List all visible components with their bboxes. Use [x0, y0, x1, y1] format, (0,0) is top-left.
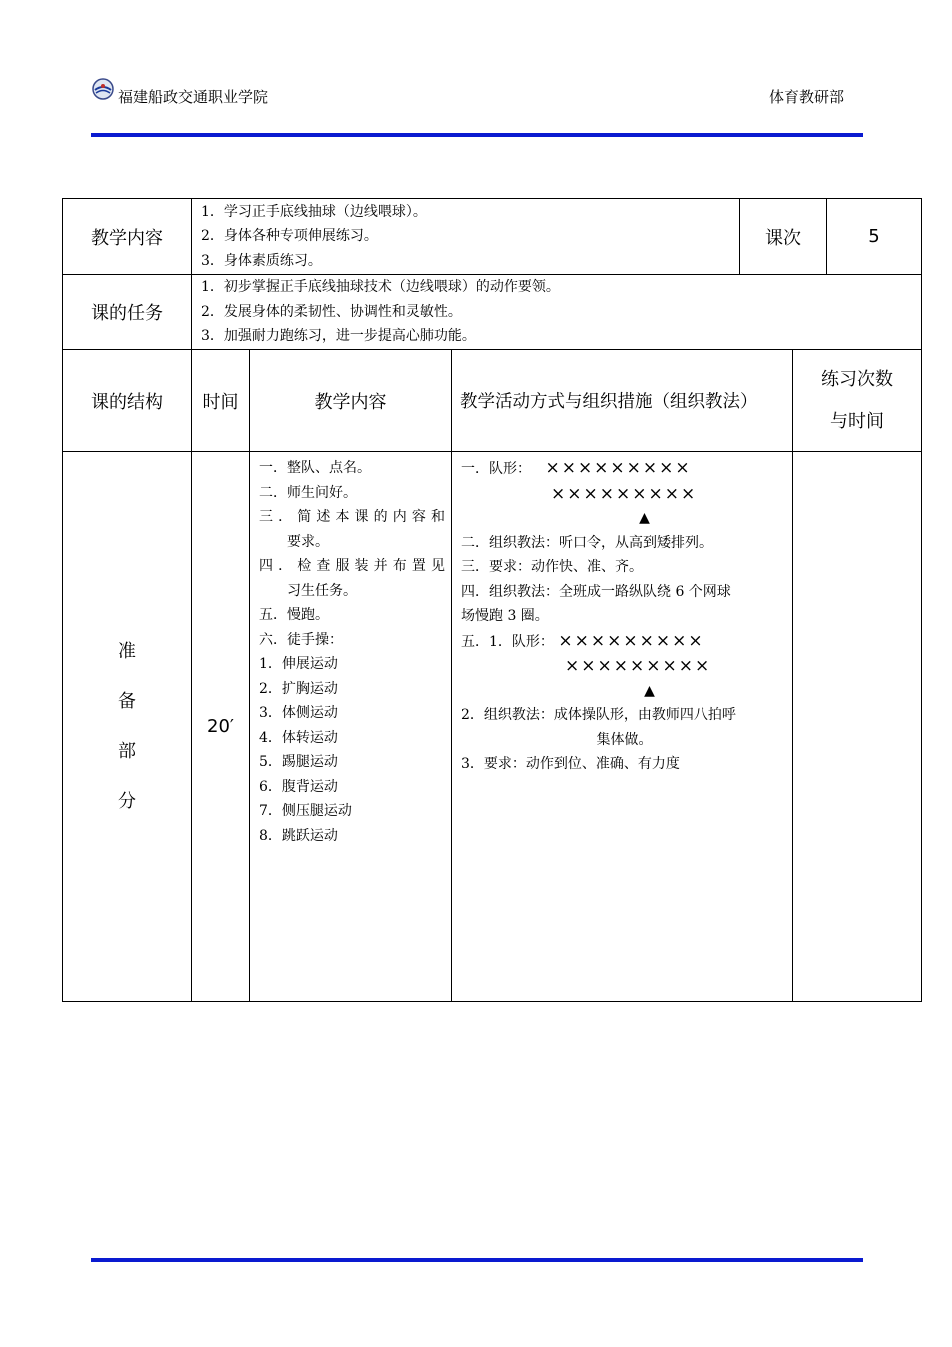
teaching-content-list — [192, 199, 740, 275]
list-item: 要求。 — [287, 533, 329, 550]
lesson-plan-table — [62, 198, 922, 1002]
list-item: 三．简述本课的内容和 — [259, 509, 445, 525]
list-item: 1．学习正手底线抽球（边线喂球）。 — [201, 203, 427, 220]
department-name: 体育教研部 — [768, 88, 844, 106]
row-lesson-task — [63, 275, 922, 350]
col-header-structure: 课的结构 — [63, 350, 192, 452]
lesson-task-label: 课的任务 — [63, 275, 192, 350]
list-item: 2．发展身体的柔韧性、协调性和灵敏性。 — [201, 303, 462, 320]
preparation-label — [63, 452, 192, 1002]
student-row: ××××××××× — [545, 458, 692, 478]
preparation-label-char: 准 — [118, 640, 136, 662]
student-row: ××××××××× — [565, 656, 712, 676]
col-header-content: 教学内容 — [250, 350, 452, 452]
list-item: 3．身体素质练习。 — [201, 252, 322, 269]
list-item: 一．整队、点名。 — [259, 460, 371, 476]
teacher-marker: ▲ — [639, 510, 650, 526]
list-item: 二．师生问好。 — [259, 484, 357, 501]
list-item: 4．体转运动 — [259, 729, 338, 746]
formation-label: 五．1．队形： — [461, 633, 554, 650]
method-line: 集体做。 — [596, 731, 653, 748]
teaching-content-label: 教学内容 — [63, 199, 192, 275]
list-item: 7．侧压腿运动 — [259, 803, 352, 819]
student-row: ××××××××× — [551, 483, 698, 504]
page-header — [92, 72, 862, 112]
list-item: 2．身体各种专项伸展练习。 — [201, 228, 378, 245]
method-line: 四．组织教法：全班成一路纵队绕 6 个网球 — [461, 583, 731, 600]
list-item: 习生任务。 — [287, 582, 357, 599]
list-item: 五．慢跑。 — [259, 607, 329, 623]
col-header-time: 时间 — [192, 350, 250, 452]
list-item: 5．踢腿运动 — [259, 754, 338, 770]
formation-line — [461, 629, 788, 655]
preparation-label-char: 分 — [118, 790, 136, 812]
practice-header-line: 与时间 — [830, 410, 884, 432]
teacher-marker: ▲ — [644, 682, 655, 699]
list-item: 四．检查服装并布置见 — [259, 558, 445, 574]
list-item: 3．体侧运动 — [259, 705, 338, 721]
footer-rule — [91, 1258, 863, 1262]
school-logo-icon — [92, 78, 114, 100]
preparation-method — [452, 452, 793, 1002]
row-preparation — [63, 452, 922, 1002]
list-item: 2．扩胸运动 — [259, 680, 338, 697]
formation-line — [461, 456, 788, 482]
list-item: 8．跳跃运动 — [259, 827, 338, 844]
list-item: 1．初步掌握正手底线抽球技术（边线喂球）的动作要领。 — [201, 279, 560, 296]
school-name: 福建船政交通职业学院 — [118, 88, 269, 106]
header-rule — [91, 133, 863, 137]
list-item: 3．加强耐力跑练习，进一步提高心肺功能。 — [201, 328, 476, 345]
row-column-headers — [63, 350, 922, 452]
method-line: 二．组织教法：听口令，从高到矮排列。 — [461, 534, 713, 551]
formation-label: 一．队形： — [461, 461, 531, 477]
list-item: 六．徒手操： — [259, 631, 343, 648]
list-item: 1．伸展运动 — [259, 656, 338, 672]
preparation-practice — [793, 452, 922, 1002]
col-header-method: 教学活动方式与组织措施（组织教法） — [452, 350, 793, 452]
method-line: 场慢跑 3 圈。 — [461, 608, 549, 624]
preparation-label-char: 部 — [118, 740, 136, 762]
preparation-time: 20′ — [192, 452, 250, 1002]
lesson-number-value: 5 — [827, 199, 922, 275]
row-teaching-content — [63, 199, 922, 275]
method-line: 三．要求：动作快、准、齐。 — [461, 559, 643, 575]
method-line: 3．要求：动作到位、准确、有力度 — [461, 756, 680, 772]
preparation-label-char: 备 — [118, 690, 136, 712]
preparation-content — [250, 452, 452, 1002]
student-row: ××××××××× — [558, 630, 705, 651]
method-line: 2．组织教法：成体操队形，由教师四八拍呼 — [461, 707, 736, 723]
col-header-practice — [793, 350, 922, 452]
lesson-number-label: 课次 — [740, 199, 827, 275]
lesson-task-list — [192, 275, 922, 350]
practice-header-line: 练习次数 — [821, 368, 893, 390]
list-item: 6．腹背运动 — [259, 778, 338, 795]
